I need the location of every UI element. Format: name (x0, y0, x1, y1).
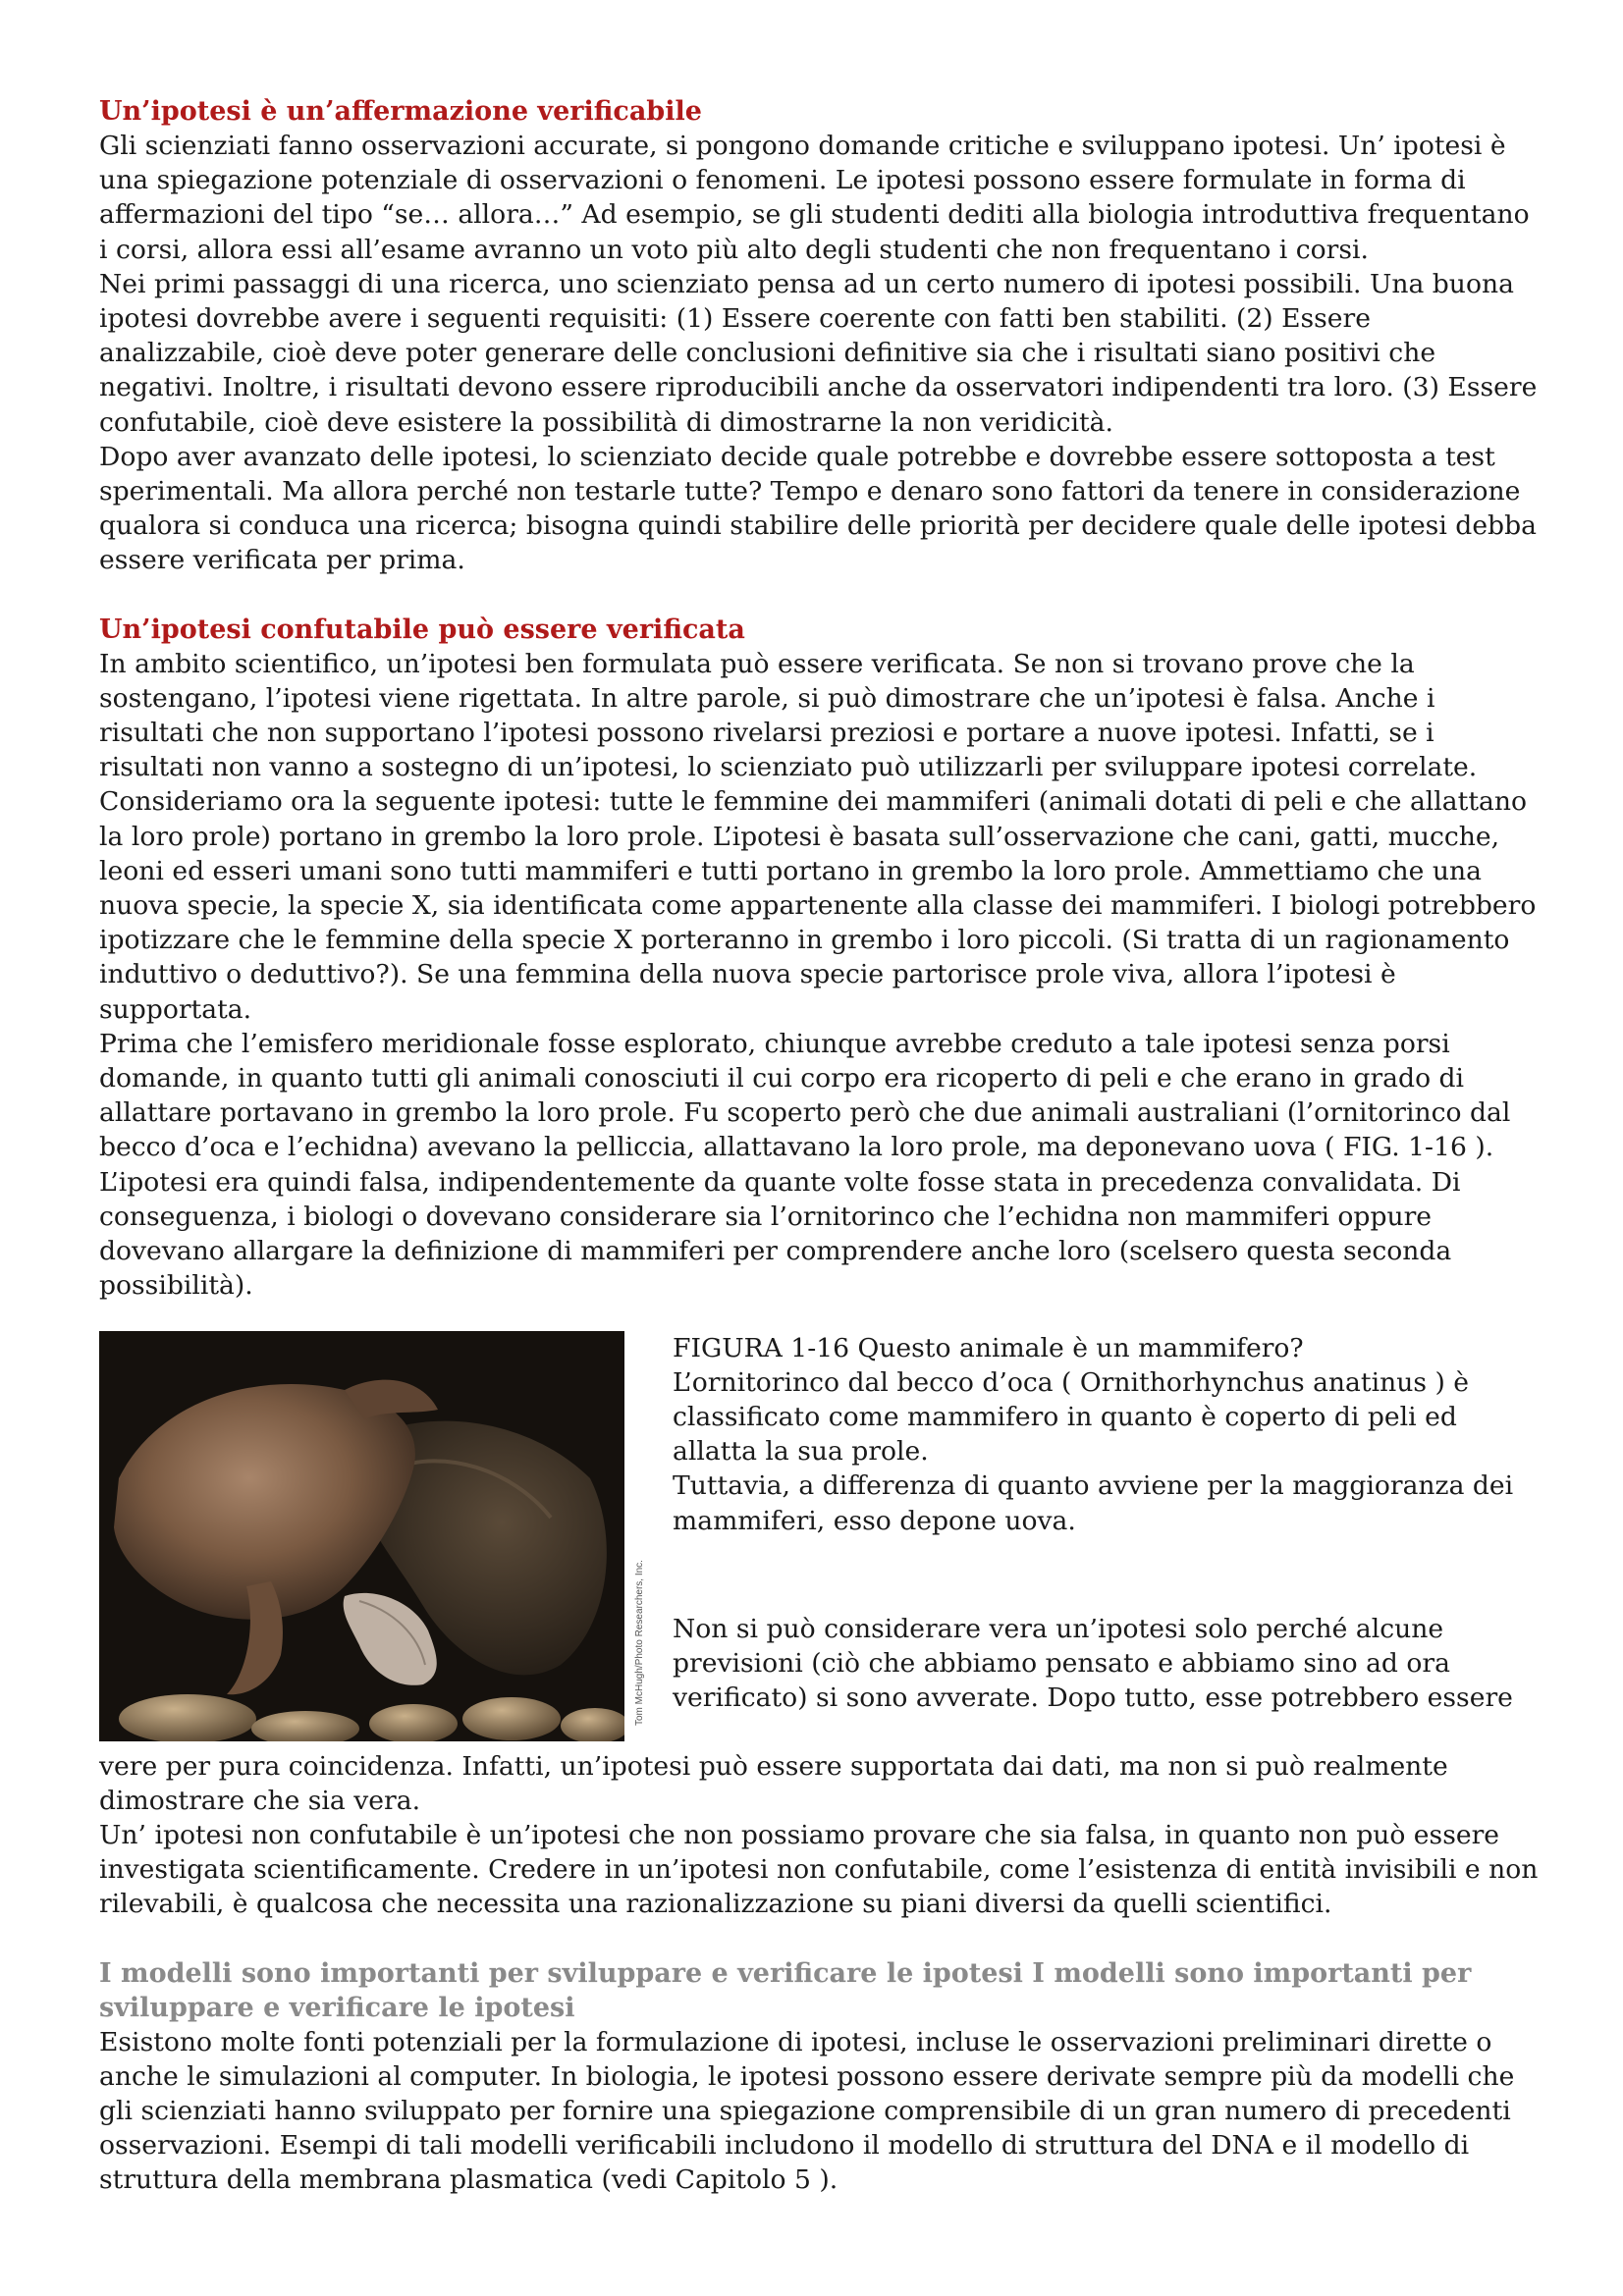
section1-paragraph: Dopo aver avanzato delle ipotesi, lo scienziato decide quale potrebbe e dovrebbe essere sottoposta a test sperimentali. Ma allora perché non testarle tutte? Tempo e denaro sono fattori da tenere in considerazione qualora si conduca una ricerca; bisogna quindi stabilire delle priorità per decidere quale delle ipotesi debba essere verificata per prima. (99, 441, 1537, 576)
caption-line: L’ornitorinco dal becco d’oca ( Ornithorhynchus anatinus ) è classificato come mammifero in quanto è coperto di peli ed allatta la sua prole. (673, 1366, 1470, 1468)
section1-heading: Un’ipotesi è un’affermazione verificabile (99, 96, 702, 127)
figure-wrap-text (673, 1612, 1537, 1716)
section2-paragraph: In ambito scientifico, un’ipotesi ben formulata può essere verificata. Se non si trovano prove che la sostengano, l’ipotesi viene rigettata. In altre parole, si può dimostrare che un’ipotesi è falsa. Anche i risultati che non supportano l’ipotesi possono rivelarsi preziosi e portare a nuove ipotesi. Infatti, se i risultati non vanno a sostegno di un’ipotesi, lo scienziato può utilizzarli per sviluppare ipotesi correlate. (99, 648, 1478, 783)
section1-paragraph: Gli scienziati fanno osservazioni accurate, si pongono domande critiche e sviluppano ipotesi. Un’ ipotesi è una spiegazione potenziale di osservazioni o fenomeni. Le ipotesi possono essere formulate in forma di affermazioni del tipo “se… allora…” Ad esempio, se gli studenti dediti alla biologia introduttiva frequentano i corsi, allora essi all’esame avranno un voto più alto degli studenti che non frequentano i corsi. (99, 131, 1530, 265)
section-spacer (99, 1922, 1542, 1956)
section3-heading: I modelli sono importanti per sviluppare e verificare le ipotesi I modelli sono importanti per sviluppare e verificare le ipotesi (99, 1957, 1472, 2023)
photo-credit (630, 1549, 646, 1726)
photo-credit-text: Tom McHugh/Photo Researchers, Inc. (634, 1559, 645, 1726)
figure-1-16 (99, 1331, 1542, 1749)
figure-caption (673, 1331, 1537, 1538)
section3-paragraph: Esistono molte fonti potenziali per la formulazione di ipotesi, incluse le osservazioni preliminari dirette o anche le simulazioni al computer. In biologia, le ipotesi possono essere derivate sempre più da modelli che gli scienziati hanno sviluppato per fornire una spiegazione comprensibile di un gran numero di precedenti osservazioni. Esempi di tali modelli verificabili includono il modello di struttura del DNA e il modello di struttura della membrana plasmatica (vedi Capitolo 5 ). (99, 2026, 1515, 2196)
section2-paragraph: Consideriamo ora la seguente ipotesi: tutte le femmine dei mammiferi (animali dotati di peli e che allattano la loro prole) portano in grembo la loro prole. L’ipotesi è basata sull’osservazione che cani, gatti, mucche, leoni ed esseri umani sono tutti mammiferi e tutti portano in grembo la loro prole. Ammettiamo che una nuova specie, la specie X, sia identificata come appartenente alla classe dei mammiferi. I biologi potrebbero ipotizzare che le femmine della specie X porteranno in grembo i loro piccoli. (Si tratta di un ragionamento induttivo o deduttivo?). Se una femmina della nuova specie partorisce prole viva, allora l’ipotesi è supportata. (99, 786, 1537, 1025)
platypus-photo (99, 1331, 624, 1741)
section2-heading: Un’ipotesi confutabile può essere verificata (99, 614, 745, 645)
section1-paragraph: Nei primi passaggi di una ricerca, uno scienziato pensa ad un certo numero di ipotesi possibili. Una buona ipotesi dovrebbe avere i seguenti requisiti: (1) Essere coerente con fatti ben stabiliti. (2) Essere analizzabile, cioè deve poter generare delle conclusioni definitive sia che i risultati siano positivi che negativi. Inoltre, i risultati devono essere riproducibili anche da osservatori indipendenti tra loro. (3) Essere confutabile, cioè deve esistere la possibilità di dimostrarne la non veridicità. (99, 268, 1538, 438)
section2-paragraph: vere per pura coincidenza. Infatti, un’ipotesi può essere supportata dai dati, ma non si può realmente dimostrare che sia vera. (99, 1750, 1448, 1816)
document-page (99, 94, 1542, 2198)
platypus-illustration (99, 1331, 624, 1741)
section-spacer (99, 578, 1542, 613)
caption-title: FIGURA 1-16 Questo animale è un mammifero? (673, 1332, 1304, 1363)
section2-paragraph: Un’ ipotesi non confutabile è un’ipotesi che non possiamo provare che sia falsa, in quanto non può essere investigata scientificamente. Credere in un’ipotesi non confutabile, come l’esistenza di entità invisibili e non rilevabili, è qualcosa che necessita una razionalizzazione su piani diversi da quelli scientifici. (99, 1819, 1539, 1920)
wrap-paragraph: Non si può considerare vera un’ipotesi solo perché alcune previsioni (ciò che abbiamo pensato e abbiamo sino ad ora verificato) si sono avverate. Dopo tutto, esse potrebbero essere (673, 1613, 1513, 1713)
caption-line: Tuttavia, a differenza di quanto avviene per la maggioranza dei mammiferi, esso depone uova. (673, 1470, 1514, 1536)
section2-paragraph: Prima che l’emisfero meridionale fosse esplorato, chiunque avrebbe creduto a tale ipotesi senza porsi domande, in quanto tutti gli animali conosciuti il cui corpo era ricoperto di peli e che erano in grado di allattare portavano in grembo la loro prole. Fu scoperto però che due animali australiani (l’ornitorinco dal becco d’oca e l’echidna) avevano la pelliccia, allattavano la loro prole, ma deponevano uova ( FIG. 1-16 ). L’ipotesi era quindi falsa, indipendentemente da quante volte fosse stata in precedenza convalidata. Di conseguenza, i biologi o dovevano considerare sia l’ornitorinco che l’echidna non mammiferi oppure dovevano allargare la definizione di mammiferi per comprendere anche loro (scelsero questa seconda possibilità). (99, 1028, 1511, 1302)
